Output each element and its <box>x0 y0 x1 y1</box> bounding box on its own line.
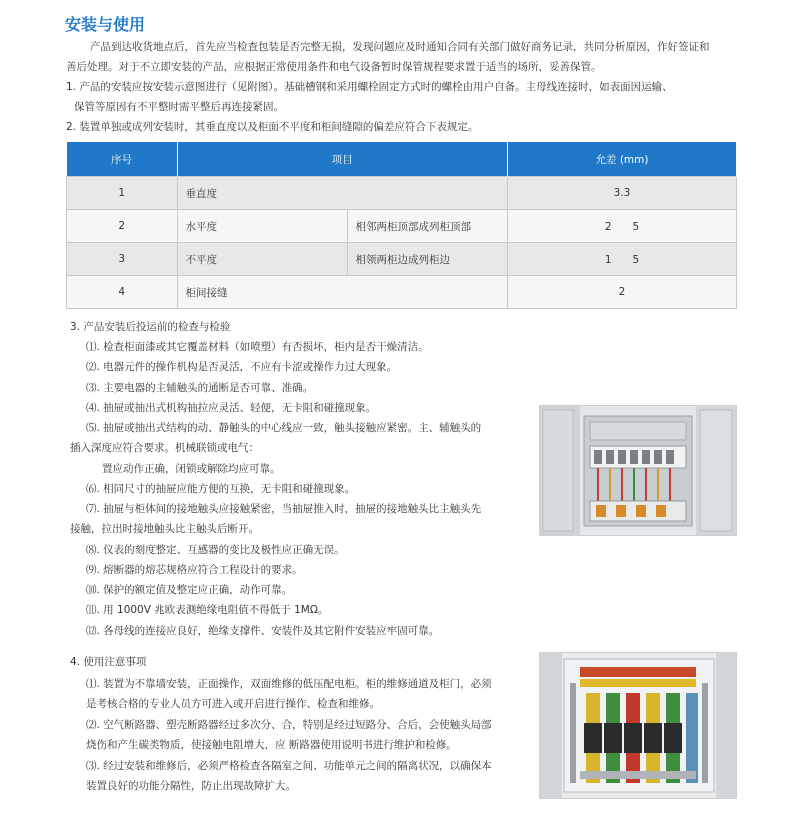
section3-line: ⑹. 相同尺寸的抽屉应能方便的互换，无卡阻和碰撞现象。 <box>86 483 356 495</box>
busbar-compartment-photo <box>539 652 737 799</box>
section3-line: ⑷. 抽屉或抽出式机构抽拉应灵活、轻便，无卡阻和碰撞现象。 <box>86 402 377 414</box>
cell-no: 3 <box>67 243 178 276</box>
section3-line: ⑶. 主要电器的主辅触头的通断是否可靠、准确。 <box>86 382 314 394</box>
table-row <box>67 177 737 210</box>
cell-item: 柜间接缝 <box>177 276 508 309</box>
section3-line: ⑽. 保护的额定值及整定应正确，动作可靠。 <box>86 584 293 596</box>
intro-line-3: 1. 产品的安装应按安装示意图进行（见附图）。基础槽钢和采用螺栓固定方式时的螺栓由用户自备。主母线连接时，如表面因运输、 <box>66 81 673 93</box>
header-tolerance: 允差 (mm) <box>508 142 737 177</box>
cell-tolerance: 3.3 <box>508 177 737 210</box>
section4-line: 装置良好的功能分隔性，防止出现故障扩大。 <box>86 780 296 792</box>
section3-line: ⑼. 熔断器的熔芯规格应符合工程设计的要求。 <box>86 564 303 576</box>
section3-line: 接触，拉出时接地触头比主触头后断开。 <box>70 523 259 535</box>
busbar-compartment-illustration <box>540 653 736 798</box>
section4-line: ⑴. 装置为不靠墙安装，正面操作，双面维修的低压配电柜。柜的维修通道及柜门，必须 <box>86 678 492 690</box>
section3-line: ⑻. 仪表的刻度整定、互感器的变比及极性应正确无误。 <box>86 544 345 556</box>
section3-line: ⑾. 用 1000V 兆欧表测绝缘电阻值不得低于 1MΩ。 <box>86 604 329 616</box>
table-row <box>67 243 737 276</box>
cell-item: 不平度 <box>177 243 347 276</box>
section3-heading: 3. 产品安装后投运前的检查与检验 <box>70 321 231 333</box>
intro-line-1: 产品到达收货地点后，首先应当检查包装是否完整无损，发现问题应及时通知合同有关部门做好商务记录，共同分析原因，作好签证和 <box>90 41 710 53</box>
section4-heading: 4. 使用注意事项 <box>70 656 147 668</box>
intro-line-2: 善后处理。对于不立即安装的产品，应根据正常使用条件和电气设备暂时保管规程要求置于适当的场所，妥善保管。 <box>66 61 602 73</box>
section4-line: 是考核合格的专业人员方可进入或开启进行操作、检查和维修。 <box>86 698 380 710</box>
page-title: 安装与使用 <box>65 15 146 34</box>
section3-line: ⑴. 检查柜面漆或其它覆盖材料（如喷塑）有否损坏，柜内是否干燥清洁。 <box>86 341 429 353</box>
intro-line-5: 2. 装置单独或成列安装时，其垂直度以及柜面不平度和柜间缝隙的偏差应符合下表规定。 <box>66 121 479 133</box>
section3-line: ⑿. 各母线的连接应良好，绝缘支撑件、安装件及其它附件安装应牢固可靠。 <box>86 625 440 637</box>
section3-line: ⑺. 抽屉与柜体间的接地触头应接触紧密，当抽屉推入时，抽屉的接地触头比主触头先 <box>86 503 482 515</box>
section4-line: ⑵. 空气断路器、塑壳断路器经过多次分、合，特别是经过短路分、合后，会使触头局部 <box>86 719 492 731</box>
section3-line: 插入深度应符合要求。机械联锁或电气： <box>70 442 259 454</box>
intro-line-4: 保管等原因有不平整时需平整后再连接紧固。 <box>74 101 284 113</box>
section3-line: ⑸. 抽屉或抽出式结构的动、静触头的中心线应一致，触头接触应紧密。主、辅触头的 <box>86 422 482 434</box>
section4-line: 烧伤和产生碳类物质，使接触电阻增大，应 断路器使用说明书进行维护和检修。 <box>86 739 457 751</box>
drawer-unit-illustration <box>540 406 736 535</box>
cell-sub: 相领两柜边成列柜边 <box>347 243 508 276</box>
cell-item: 垂直度 <box>177 177 508 210</box>
cell-tolerance: 2 <box>508 276 737 309</box>
cell-no: 1 <box>67 177 178 210</box>
section3-line: ⑵. 电器元件的操作机构是否灵活，不应有卡涩或操作力过大现象。 <box>86 361 398 373</box>
cell-sub: 相邻两柜顶部成列柜顶部 <box>347 210 508 243</box>
cell-item: 水平度 <box>177 210 347 243</box>
section4-line: ⑶. 经过安装和维修后，必须严格检查各隔室之间、功能单元之间的隔离状况，以确保本 <box>86 760 492 772</box>
header-no: 序号 <box>67 142 178 177</box>
table-row <box>67 276 737 309</box>
table-header-row <box>67 142 737 177</box>
drawer-unit-photo <box>539 405 737 536</box>
table-row <box>67 210 737 243</box>
header-item: 项目 <box>177 142 508 177</box>
cell-tolerance: 2 5 <box>508 210 737 243</box>
cell-no: 2 <box>67 210 178 243</box>
cell-tolerance: 1 5 <box>508 243 737 276</box>
tolerance-table <box>66 142 737 309</box>
cell-no: 4 <box>67 276 178 309</box>
section3-line: 置应动作正确，闭锁或解除均应可靠。 <box>102 463 281 475</box>
